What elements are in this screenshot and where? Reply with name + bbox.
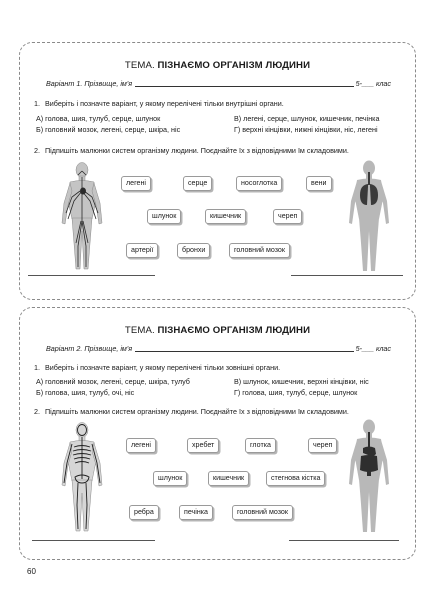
label-chip[interactable]: стегнова кістка [266,471,325,486]
card-title: ТЕМА. ПІЗНАЄМО ОРГАНІЗМ ЛЮДИНИ [124,60,311,71]
label-chip[interactable]: шлунок [147,209,181,224]
label-chip[interactable]: печінка [179,505,213,520]
label-chip[interactable]: череп [273,209,302,224]
card-title: ТЕМА. ПІЗНАЄМО ОРГАНІЗМ ЛЮДИНИ [124,325,311,336]
label-chip[interactable]: бронхи [177,243,210,258]
class-label: 5-___ клас [355,79,391,88]
option-v[interactable]: В) легені, серце, шлунок, кишечник, печінка [234,114,380,123]
option-b[interactable]: Б) головний мозок, легені, серце, шкіра, ніс [36,125,181,134]
option-b[interactable]: Б) голова, шия, тулуб, очі, ніс [36,388,135,397]
option-v[interactable]: В) шлунок, кишечник, верхні кінцівки, ніс [234,377,369,386]
name-line[interactable] [46,79,391,88]
answer-line-right[interactable] [289,540,399,541]
variant-label: Варіант 1. Прізвище, ім'я [46,79,133,88]
option-a[interactable]: А) голова, шия, тулуб, серце, шлунок [36,114,161,123]
label-chip[interactable]: головний мозок [232,505,293,520]
answer-line-left[interactable] [32,540,155,541]
page-number: 60 [27,567,36,576]
name-blank[interactable] [135,350,354,352]
question-1: 1. Виберіть і позначте варіант, у якому перелічені тільки зовнішні органи. [34,363,281,372]
circulatory-system-figure-icon [58,161,106,273]
question-1: 1. Виберіть і позначте варіант, у якому перелічені тільки внутрішні органи. [34,99,284,108]
question-2: 2. Підпишіть малюнки систем організму людини. Поєднайте їх з відповідними їм складовими. [34,146,349,155]
label-chip[interactable]: кишечник [205,209,246,224]
label-chip[interactable]: носоглотка [236,176,282,191]
label-chip[interactable]: легені [121,176,151,191]
label-chip[interactable]: хребет [187,438,219,453]
digestive-system-figure-icon [344,418,394,536]
label-chip[interactable]: череп [308,438,337,453]
label-chip[interactable]: легені [126,438,156,453]
label-chip[interactable]: серце [183,176,212,191]
option-a[interactable]: А) головний мозок, легені, серце, шкіра, тулуб [36,377,190,386]
name-line[interactable] [46,344,391,353]
label-chip[interactable]: артерії [126,243,158,258]
worksheet-card-variant-2 [19,307,416,560]
label-chip[interactable]: вени [306,176,332,191]
respiratory-system-figure-icon [345,159,393,275]
question-2: 2. Підпишіть малюнки систем організму людини. Поєднайте їх з відповідними їм складовими. [34,407,349,416]
name-blank[interactable] [135,85,354,87]
skeletal-system-figure-icon [57,421,107,535]
label-chip[interactable]: головний мозок [229,243,290,258]
label-chip[interactable]: ребра [129,505,159,520]
label-chip[interactable]: глотка [245,438,276,453]
variant-label: Варіант 2. Прізвище, ім'я [46,344,133,353]
answer-line-left[interactable] [28,275,155,276]
label-chip[interactable]: шлунок [153,471,187,486]
option-g[interactable]: Г) верхні кінцівки, нижні кінцівки, ніс, легені [234,125,378,134]
label-chip[interactable]: кишечник [208,471,249,486]
option-g[interactable]: Г) голова, шия, тулуб, серце, шлунок [234,388,358,397]
answer-line-right[interactable] [291,275,403,276]
worksheet-card-variant-1 [19,42,416,300]
class-label: 5-___ клас [355,344,391,353]
